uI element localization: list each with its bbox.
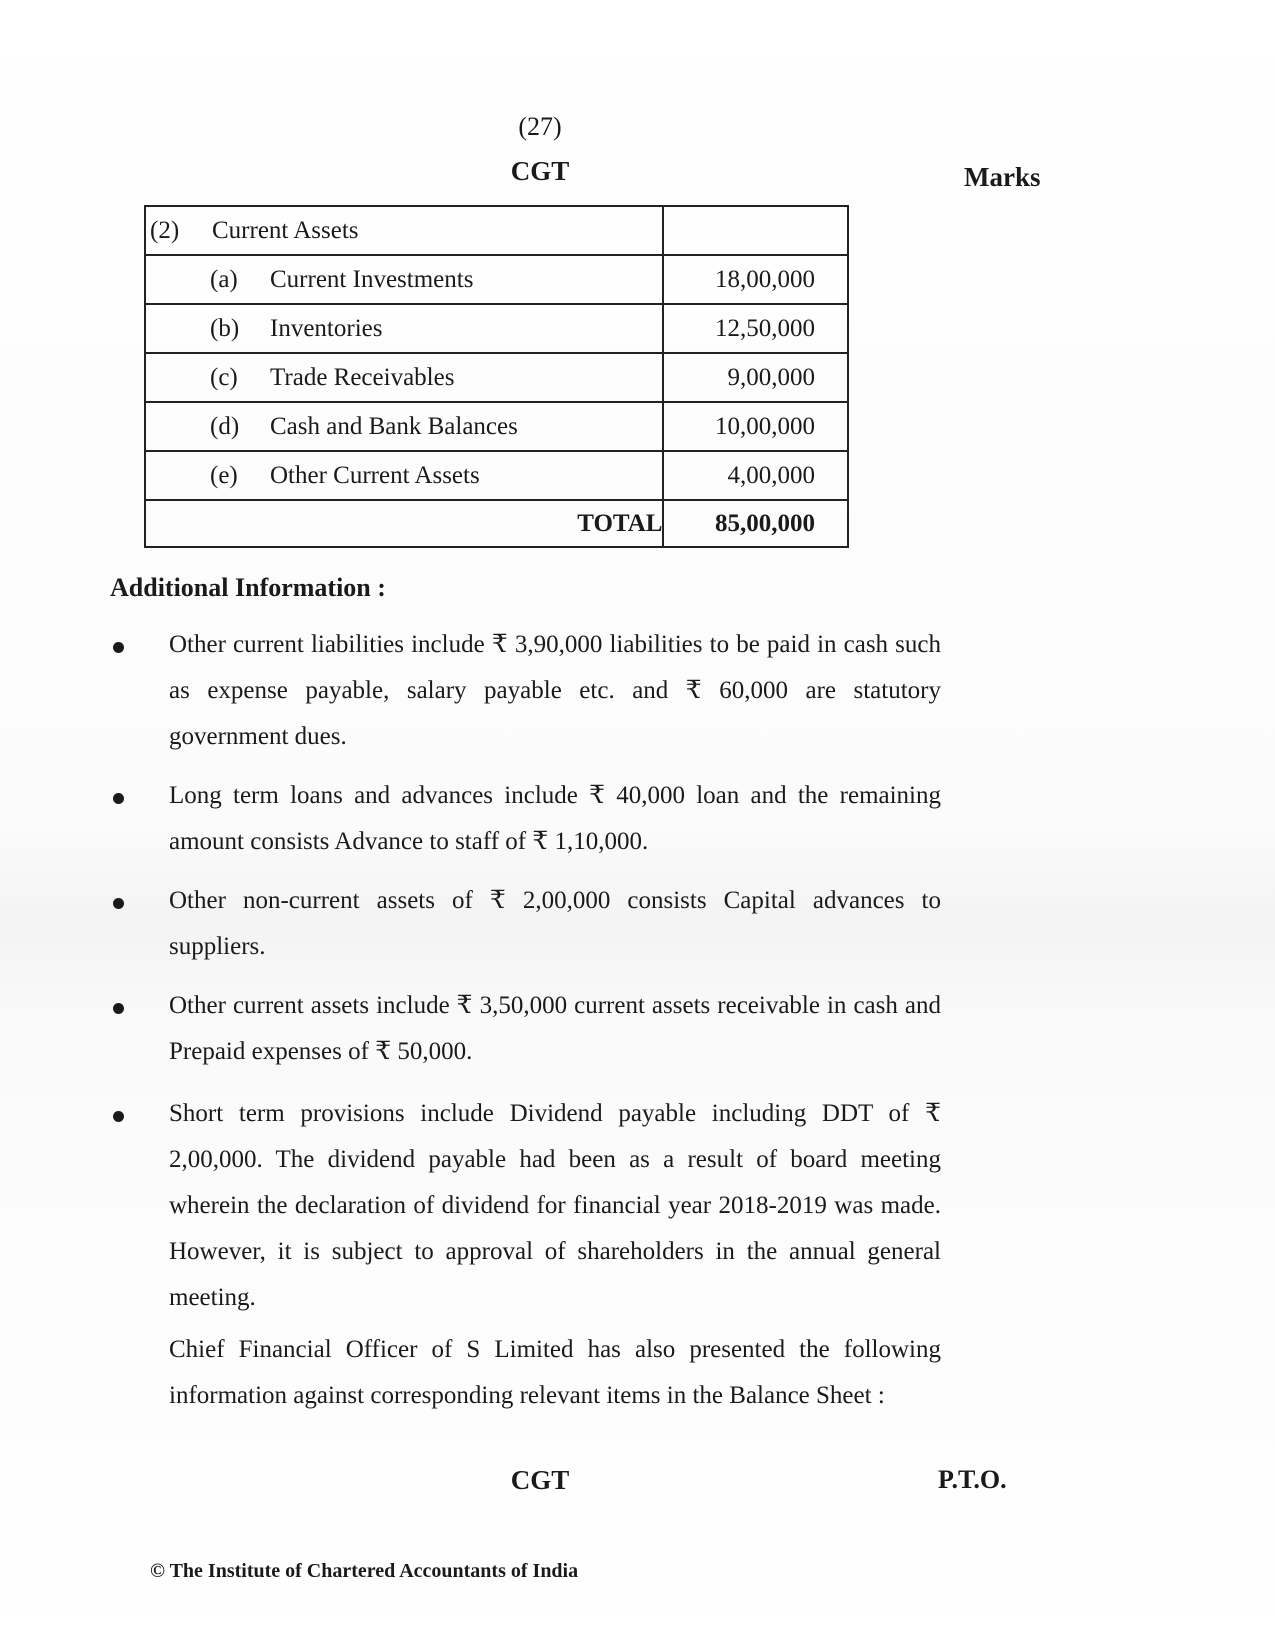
row-letter: (a) bbox=[210, 265, 238, 293]
row-amount: 12,50,000 bbox=[663, 304, 848, 353]
table-row bbox=[145, 402, 848, 451]
row-amount: 4,00,000 bbox=[663, 451, 848, 500]
table-header-row bbox=[145, 206, 848, 255]
row-amount: 9,00,000 bbox=[663, 353, 848, 402]
bullet-text: Other current assets include ₹ 3,50,000 current assets receivable in cash and Prepaid expenses of ₹ 50,000. bbox=[169, 992, 941, 1065]
row-letter: (c) bbox=[210, 363, 238, 391]
bullet-text: Other current liabilities include ₹ 3,90,000 liabilities to be paid in cash such as expense payable, salary payable etc. and ₹ 60,000 are statutory government dues. bbox=[169, 631, 941, 750]
table-row bbox=[145, 451, 848, 500]
page-number: (27) bbox=[518, 112, 562, 141]
bullet-icon bbox=[113, 642, 124, 653]
total-label: TOTAL bbox=[145, 500, 663, 547]
section-title: Current Assets bbox=[212, 216, 359, 244]
row-letter: (e) bbox=[210, 461, 238, 489]
bullet-text: Other non-current assets of ₹ 2,00,000 consists Capital advances to suppliers. bbox=[169, 887, 941, 960]
paper-code-footer: CGT bbox=[510, 1465, 570, 1495]
row-amount: 18,00,000 bbox=[663, 255, 848, 304]
bullet-text: Long term loans and advances include ₹ 40,000 loan and the remaining amount consists Advance to staff of ₹ 1,10,000. bbox=[169, 782, 941, 855]
row-letter: (b) bbox=[210, 314, 240, 342]
table-row bbox=[145, 353, 848, 402]
current-assets-table bbox=[144, 205, 849, 548]
row-letter: (d) bbox=[210, 412, 240, 440]
pto-label: P.T.O. bbox=[938, 1465, 1007, 1494]
total-amount: 85,00,000 bbox=[663, 500, 848, 547]
closing-paragraph: Chief Financial Officer of S Limited has also presented the following information against corresponding relevant items in the Balance Sheet : bbox=[169, 1336, 941, 1409]
row-label: Trade Receivables bbox=[270, 363, 455, 391]
table-row bbox=[145, 304, 848, 353]
marks-column-label: Marks bbox=[964, 162, 1041, 192]
table-row bbox=[145, 255, 848, 304]
paper-code-header: CGT bbox=[510, 156, 570, 186]
row-amount: 10,00,000 bbox=[663, 402, 848, 451]
bullet-text: Short term provisions include Dividend payable including DDT of ₹ 2,00,000. The dividend payable had been as a result of board meeting wherein the declaration of dividend for financial year 2018-2019 was made. However, it is subject to approval of shareholders in the annual general meeting. bbox=[169, 1100, 941, 1311]
bullet-icon bbox=[113, 1003, 124, 1014]
additional-info-heading: Additional Information : bbox=[110, 573, 386, 602]
row-label: Current Investments bbox=[270, 265, 474, 293]
bullet-icon bbox=[113, 793, 124, 804]
bullet-icon bbox=[113, 898, 124, 909]
bullet-icon bbox=[113, 1111, 124, 1122]
table-total-row bbox=[145, 500, 848, 547]
copyright-notice: © The Institute of Chartered Accountants of India bbox=[150, 1560, 579, 1582]
row-label: Inventories bbox=[270, 314, 383, 342]
section-number: (2) bbox=[150, 216, 180, 244]
row-label: Other Current Assets bbox=[270, 461, 480, 489]
row-label: Cash and Bank Balances bbox=[270, 412, 518, 440]
